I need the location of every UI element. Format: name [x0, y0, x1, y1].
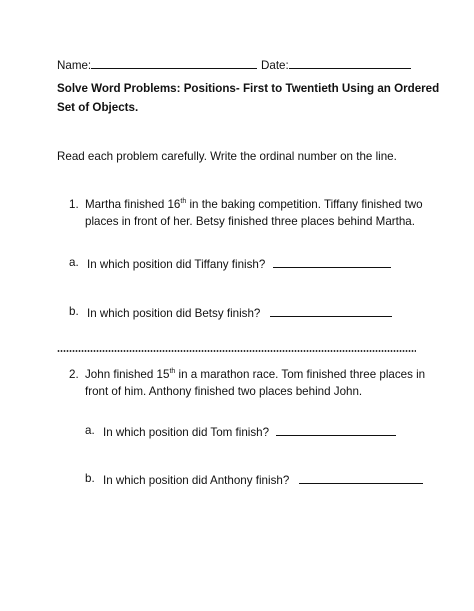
problem-1-ordinal-suffix: th — [180, 198, 187, 205]
problem-1-question-b-text: In which position did Betsy finish? — [87, 307, 261, 320]
instructions: Read each problem carefully. Write the ordinal number on the line. — [57, 150, 397, 163]
problem-2-question-a — [103, 424, 396, 440]
problem-1-question-a — [87, 256, 391, 272]
name-label: Name: — [57, 59, 92, 72]
problem-1-line-2: places in front of her. Betsy finished three places behind Martha. — [85, 215, 415, 228]
problem-2-line-1 — [85, 368, 425, 382]
problem-1-question-a-text: In which position did Tiffany finish? — [87, 258, 266, 271]
problem-2-text-end: in a marathon race. Tom finished three places in — [175, 368, 426, 381]
problem-1-answer-b-blank[interactable] — [270, 305, 392, 317]
date-row — [261, 57, 411, 73]
problem-2-line-2: front of him. Anthony finished two places behind John. — [85, 385, 363, 398]
problem-1-number: 1. — [69, 198, 79, 211]
problem-1-question-b — [87, 305, 392, 321]
worksheet-title-line-2: Set of Objects. — [57, 101, 139, 114]
problem-2-question-b-text: In which position did Anthony finish? — [103, 474, 290, 487]
problem-2-ordinal-suffix: th — [169, 368, 176, 375]
problem-2-question-a-text: In which position did Tom finish? — [103, 426, 270, 439]
problem-2-question-a-letter: a. — [85, 424, 95, 437]
problem-2-answer-b-blank[interactable] — [299, 472, 423, 484]
dotted-separator — [57, 350, 416, 352]
problem-1-question-b-letter: b. — [69, 305, 79, 318]
problem-1-question-a-letter: a. — [69, 256, 79, 269]
problem-2-text-start: John finished 15 — [85, 368, 170, 381]
problem-2-number: 2. — [69, 368, 79, 381]
date-label: Date: — [261, 59, 289, 72]
name-blank[interactable] — [91, 57, 257, 69]
problem-1-text-end: in the baking competition. Tiffany finished two — [186, 198, 423, 211]
problem-1-text-start: Martha finished 16 — [85, 198, 181, 211]
name-row — [57, 57, 257, 73]
problem-2-question-b-letter: b. — [85, 472, 95, 485]
problem-2-answer-a-blank[interactable] — [276, 424, 396, 436]
problem-1-line-1 — [85, 198, 423, 212]
worksheet-title-line-1: Solve Word Problems: Positions- First to Twentieth Using an Ordered — [57, 82, 440, 95]
problem-2-question-b — [103, 472, 423, 488]
problem-1-answer-a-blank[interactable] — [273, 256, 391, 268]
date-blank[interactable] — [289, 57, 411, 69]
